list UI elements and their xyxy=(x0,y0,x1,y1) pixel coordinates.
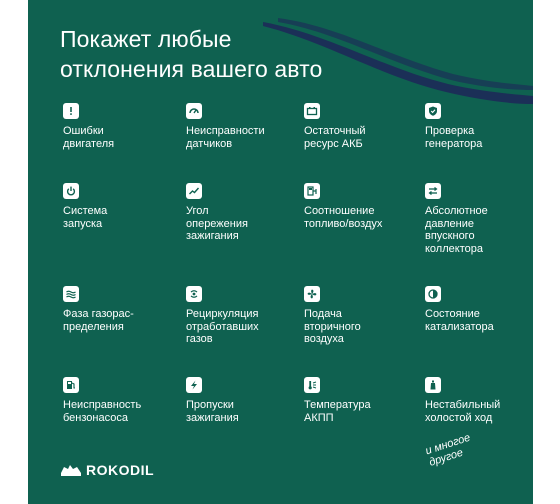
crocodile-logo-icon xyxy=(60,463,82,477)
engine-warning-icon xyxy=(63,103,79,119)
feature-start-system xyxy=(63,183,173,230)
features-grid xyxy=(28,0,533,504)
shield-check-icon xyxy=(425,103,441,119)
feature-fuel-pump xyxy=(63,377,173,424)
feature-label: Абсолютное давление впускного коллектора xyxy=(425,205,488,255)
feature-fuel-air-ratio xyxy=(304,183,414,230)
and-more-note: и многое другое xyxy=(424,431,472,469)
feature-valve-timing xyxy=(63,286,173,333)
feature-label: Ошибки двигателя xyxy=(63,125,115,150)
waves-icon xyxy=(63,286,79,302)
lightning-icon xyxy=(186,377,202,393)
feature-battery-resource xyxy=(304,103,414,150)
feature-ignition-timing xyxy=(186,183,296,243)
bottle-icon xyxy=(425,377,441,393)
feature-engine-errors xyxy=(63,103,173,150)
feature-label: Температура АКПП xyxy=(304,399,371,424)
thermometer-sun-icon xyxy=(304,377,320,393)
feature-label: Соотношение топливо/воздух xyxy=(304,205,383,230)
feature-label: Угол опережения зажигания xyxy=(186,205,248,242)
power-icon xyxy=(63,183,79,199)
feature-misfires xyxy=(186,377,296,424)
feature-label: Остаточный ресурс АКБ xyxy=(304,125,366,150)
gauge-icon xyxy=(186,103,202,119)
feature-label: Неисправности датчиков xyxy=(186,125,265,150)
feature-label: Неисправность бензонасоса xyxy=(63,399,142,424)
title-line-2: отклонения вашего авто xyxy=(60,56,323,82)
feature-catalyst-state xyxy=(425,286,533,333)
brand-name: ROKODIL xyxy=(86,462,155,478)
feature-label: Нестабильный холостой ход xyxy=(425,399,501,424)
feature-secondary-air xyxy=(304,286,414,346)
feature-generator-check xyxy=(425,103,533,150)
feature-label: Фаза газорас- пределения xyxy=(63,308,134,333)
half-circle-icon xyxy=(425,286,441,302)
promo-card xyxy=(28,0,533,504)
feature-sensor-faults xyxy=(186,103,296,150)
recirculation-icon xyxy=(186,286,202,302)
feature-label: Пропуски зажигания xyxy=(186,399,239,424)
feature-exhaust-recirculation xyxy=(186,286,296,346)
pressure-arrows-icon xyxy=(425,183,441,199)
fuel-ratio-icon xyxy=(304,183,320,199)
feature-label: Проверка генератора xyxy=(425,125,483,150)
title-line-1: Покажет любые xyxy=(60,26,232,52)
feature-transmission-temp xyxy=(304,377,414,424)
feature-label: Система запуска xyxy=(63,205,108,230)
feature-label: Состояние катализатора xyxy=(425,308,494,333)
trend-line-icon xyxy=(186,183,202,199)
feature-unstable-idle xyxy=(425,377,533,424)
battery-icon xyxy=(304,103,320,119)
fuel-pump-icon xyxy=(63,377,79,393)
feature-manifold-pressure xyxy=(425,183,533,255)
brand-logo xyxy=(60,462,154,478)
fan-icon xyxy=(304,286,320,302)
feature-label: Рециркуляция отработавших газов xyxy=(186,308,259,345)
feature-label: Подача вторичного воздуха xyxy=(304,308,361,345)
